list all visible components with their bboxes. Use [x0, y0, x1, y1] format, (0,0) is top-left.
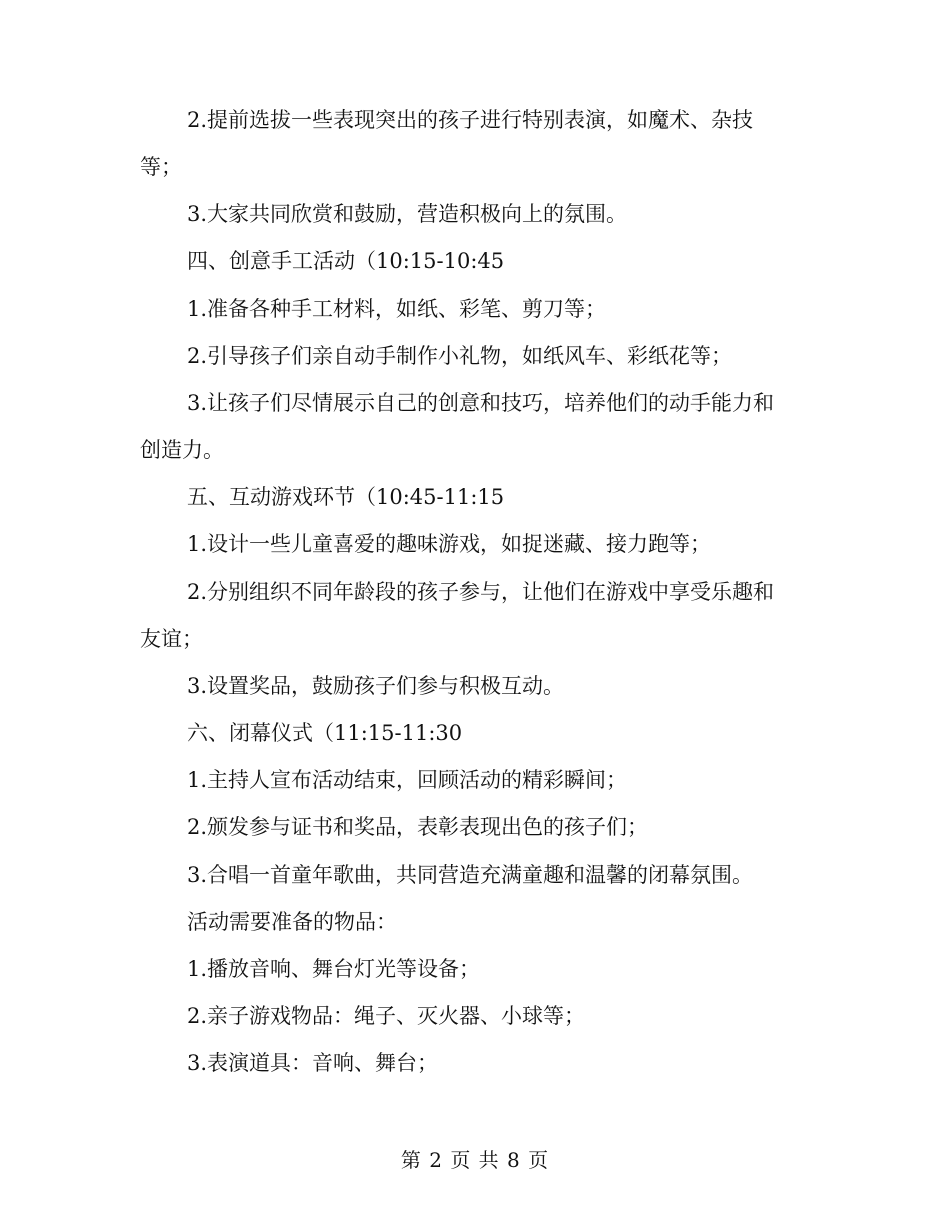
text-line: 等； [140, 155, 182, 179]
text-line: 3.合唱一首童年歌曲，共同营造充满童趣和温馨的闭幕氛围。 [187, 863, 754, 887]
text-line: 2.提前选拔一些表现突出的孩子进行特别表演，如魔术、杂技 [187, 108, 754, 132]
section-heading: 四、创意手工活动（10:15-10:45 [187, 249, 505, 273]
page-number: 第 2 页 共 8 页 [400, 1148, 550, 1172]
text-line: 3.让孩子们尽情展示自己的创意和技巧，培养他们的动手能力和 [187, 391, 775, 415]
text-line: 1.播放音响、舞台灯光等设备； [187, 957, 481, 981]
section-heading: 六、闭幕仪式（11:15-11:30 [187, 721, 463, 745]
text-line: 3.大家共同欣赏和鼓励，营造积极向上的氛围。 [187, 202, 628, 226]
text-line: 创造力。 [140, 438, 224, 462]
text-line: 1.准备各种手工材料，如纸、彩笔、剪刀等； [187, 297, 607, 321]
text-line: 3.表演道具：音响、舞台； [187, 1051, 439, 1075]
text-line: 1.主持人宣布活动结束，回顾活动的精彩瞬间； [187, 768, 628, 792]
text-line: 3.设置奖品，鼓励孩子们参与积极互动。 [187, 674, 565, 698]
text-line: 2.亲子游戏物品：绳子、灭火器、小球等； [187, 1004, 586, 1028]
text-line: 友谊； [140, 627, 203, 651]
text-line: 2.分别组织不同年龄段的孩子参与，让他们在游戏中享受乐趣和 [187, 580, 775, 604]
text-line: 2.引导孩子们亲自动手制作小礼物，如纸风车、彩纸花等； [187, 344, 733, 368]
text-line: 2.颁发参与证书和奖品，表彰表现出色的孩子们； [187, 815, 649, 839]
text-line: 活动需要准备的物品： [187, 910, 397, 934]
text-line: 1.设计一些儿童喜爱的趣味游戏，如捉迷藏、接力跑等； [187, 532, 712, 556]
section-heading: 五、互动游戏环节（10:45-11:15 [187, 485, 505, 509]
